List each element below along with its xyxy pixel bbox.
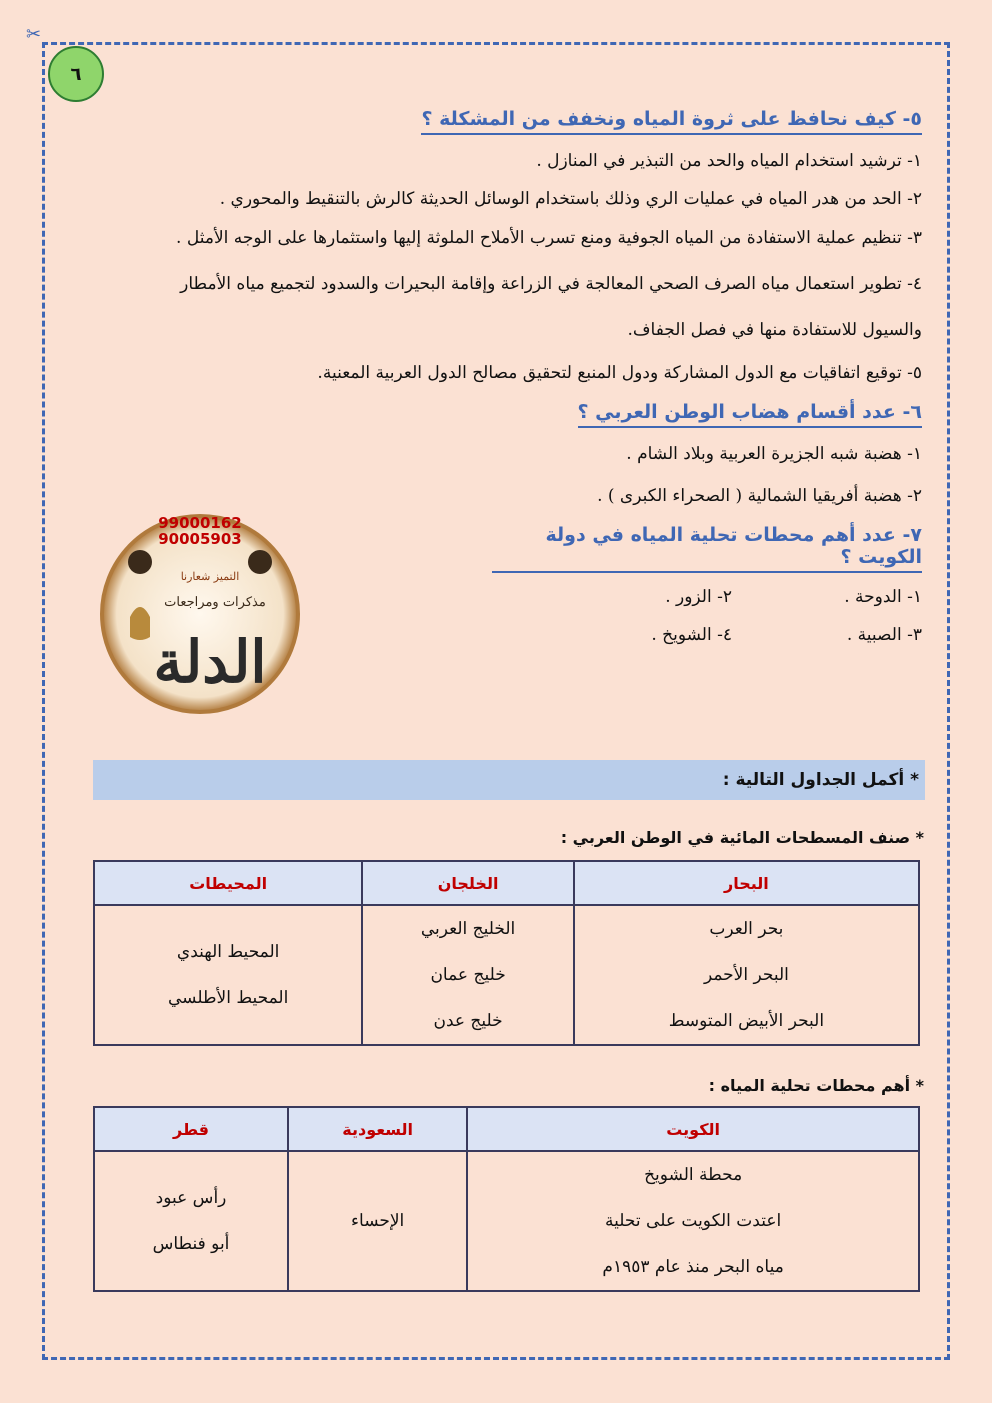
table-cell-line: المحيط الأطلسي	[168, 988, 289, 1008]
scissors-icon: ✂	[26, 24, 42, 45]
col-header-kuwait: الكويت	[467, 1107, 919, 1151]
col-header-qatar: قطر	[94, 1107, 288, 1151]
list-item: ٤- تطوير استعمال مياه الصرف الصحي المعالجة في الزراعة وإقامة البحيرات والسدود لتجميع مياه الأمطار والسيول للاستفادة منها في فصل الجفاف.	[180, 274, 922, 340]
logo-phone-2: 90005903	[158, 530, 242, 548]
dalla-logo	[100, 502, 300, 720]
table-cell-line: الخليج العربي	[420, 919, 516, 939]
list-item: ١- الدوحة .	[844, 587, 922, 607]
list-item: ٢- الحد من هدر المياه في عمليات الري وذلك باستخدام الوسائل الحديثة كالرش بالتنقيط والمحوري .	[219, 189, 922, 209]
table-cell-line: خليج عمان	[430, 965, 506, 985]
logo-phone-1: 99000162	[158, 514, 242, 532]
table-cell-line: البحر الأحمر	[703, 965, 789, 985]
kuwait-cell	[467, 1151, 919, 1291]
col-header-oceans: المحيطات	[94, 861, 362, 905]
col-header-saudi: السعودية	[288, 1107, 467, 1151]
table-cell-line: أبو فنطاس	[152, 1234, 230, 1254]
section-title-bar	[93, 760, 925, 800]
qatar-cell	[94, 1151, 288, 1291]
col-header-seas: البحار	[574, 861, 919, 905]
table-cell-line: مياه البحر منذ عام ١٩٥٣م	[602, 1257, 784, 1277]
graduate-left-icon	[128, 550, 152, 574]
q7-row-1	[492, 587, 922, 607]
seas-cell	[574, 905, 919, 1045]
table-cell-line: رأس عبود	[155, 1188, 227, 1208]
table-cell-line: المحيط الهندي	[176, 942, 280, 962]
gulfs-cell	[362, 905, 574, 1045]
table-cell-line: خليج عدن	[433, 1011, 503, 1031]
table1-heading: * صنف المسطحات المائية في الوطن العربي :	[560, 828, 924, 847]
question-6	[122, 401, 922, 508]
list-item: ١- هضبة شبه الجزيرة العربية وبلاد الشام .	[626, 444, 922, 464]
question-6-title: ٦- عدد أقسام هضاب الوطن العربي ؟	[578, 401, 922, 428]
desalination-table	[93, 1106, 920, 1292]
list-item: ٣- الصبية .	[846, 625, 922, 645]
coffee-pot-icon	[130, 607, 150, 640]
list-item: ١- ترشيد استخدام المياه والحد من التبذير في المنازل .	[536, 151, 922, 171]
question-5-title: ٥- كيف نحافظ على ثروة المياه ونخفف من المشكلة ؟	[421, 108, 922, 135]
table-cell-line: الإحساء	[351, 1211, 405, 1231]
list-item: ٢- الزور .	[665, 587, 732, 607]
oceans-cell	[94, 905, 362, 1045]
table2-heading: * أهم محطات تحلية المياه :	[708, 1076, 924, 1095]
list-item: ٢- هضبة أفريقيا الشمالية ( الصحراء الكبرى ) .	[597, 486, 922, 506]
table-cell-line: محطة الشويخ	[644, 1165, 743, 1185]
graduate-right-icon	[248, 550, 272, 574]
list-item: ٥- توقيع اتفاقيات مع الدول المشاركة ودول المنبع لتحقيق مصالح الدول العربية المعنية.	[317, 363, 922, 383]
logo-slogan: التميز شعارنا	[180, 570, 240, 583]
question-7	[492, 524, 922, 645]
section-title: * أكمل الجداول التالية :	[722, 770, 919, 790]
table-cell-line: بحر العرب	[709, 919, 784, 939]
water-bodies-table	[93, 860, 920, 1046]
question-7-title: ٧- عدد أهم محطات تحلية المياه في دولة الكويت ؟	[492, 524, 922, 573]
q7-row-2	[492, 625, 922, 645]
logo-name: الدلة	[153, 628, 267, 696]
question-5	[122, 108, 922, 385]
page-number-badge	[48, 46, 104, 102]
list-item: ٣- تنظيم عملية الاستفادة من المياه الجوفية ومنع تسرب الأملاح الملوثة إليها واستثمارها على الوجه الأمثل .	[176, 228, 922, 248]
logo-subtitle: مذكرات ومراجعات	[164, 595, 266, 610]
table-cell-line: البحر الأبيض المتوسط	[668, 1011, 825, 1031]
table-cell-line: اعتدت الكويت على تحلية	[605, 1211, 782, 1231]
list-item: ٤- الشويخ .	[651, 625, 732, 645]
col-header-gulfs: الخلجان	[362, 861, 574, 905]
page-number: ٦	[70, 63, 82, 85]
saudi-cell	[288, 1151, 467, 1291]
